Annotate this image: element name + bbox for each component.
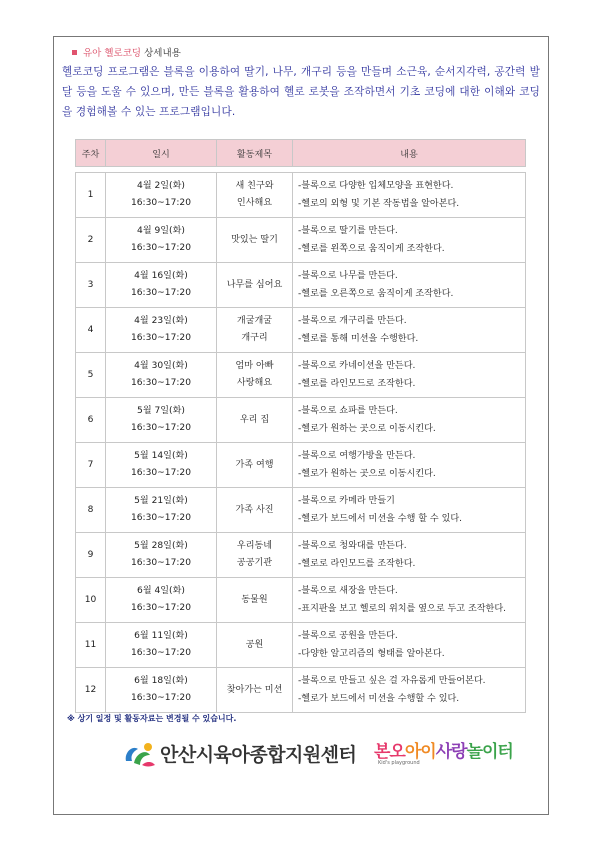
week-cell: 7 <box>76 443 106 488</box>
table-row <box>76 308 526 353</box>
table-row <box>76 668 526 713</box>
content-line1: -블록으로 쇼파를 만든다. <box>298 406 398 416</box>
content-cell <box>293 488 526 533</box>
activity-title-line1: 우리 집 <box>239 414 270 425</box>
content-line1: -블록으로 나무를 만든다. <box>298 271 398 281</box>
activity-title-line1: 가족 사진 <box>235 504 274 515</box>
time-text: 16:30~17:20 <box>130 468 192 478</box>
content-line1: -블록으로 카네이션을 만든다. <box>298 361 416 371</box>
date-text: 5월 21일(화) <box>134 496 188 506</box>
activity-title-line1: 개굴개굴 <box>236 316 273 326</box>
date-cell <box>106 263 217 308</box>
content-line1: -블록으로 카메라 만들기 <box>298 496 395 506</box>
content-line2: -표지판을 보고 헬로의 위치를 옆으로 두고 조작한다. <box>298 604 506 614</box>
schedule-table <box>75 139 526 713</box>
content-line2: -헬로로 라인모드를 조작한다. <box>298 559 416 569</box>
center-logo-icon <box>122 739 158 769</box>
date-text: 4월 23일(화) <box>134 316 188 326</box>
content-line1: -블록으로 새장을 만든다. <box>298 586 398 596</box>
activity-title-line1: 찾아가는 미션 <box>226 684 283 695</box>
date-cell <box>106 308 217 353</box>
content-cell <box>293 578 526 623</box>
date-text: 5월 28일(화) <box>134 541 188 551</box>
schedule-note: ※ 상기 일정 및 활동자료는 변경될 수 있습니다. <box>67 714 237 723</box>
week-cell: 1 <box>76 173 106 218</box>
activity-title-line1: 나무를 심어요 <box>226 279 283 290</box>
time-text: 16:30~17:20 <box>130 423 192 433</box>
table-row <box>76 398 526 443</box>
content-line2: -헬로를 통해 미션을 수행한다. <box>298 334 419 344</box>
content-cell <box>293 353 526 398</box>
content-line1: -블록으로 딸기를 만든다. <box>298 226 398 236</box>
week-cell: 11 <box>76 623 106 668</box>
activity-title-line1: 새 친구와 <box>235 181 274 191</box>
center-logo <box>122 735 513 775</box>
header-week: 주차 <box>76 140 106 167</box>
time-text: 16:30~17:20 <box>130 243 192 253</box>
activity-title-line1: 엄마 아빠 <box>235 361 274 371</box>
week-cell: 3 <box>76 263 106 308</box>
section-title-detail: 상세내용 <box>144 48 181 59</box>
week-cell: 10 <box>76 578 106 623</box>
table-body <box>76 173 526 713</box>
activity-cell <box>217 263 293 308</box>
content-line2: -헬로가 원하는 곳으로 이동시킨다. <box>298 469 436 479</box>
content-line2: -헬로를 왼쪽으로 움직이게 조작한다. <box>298 244 445 254</box>
date-text: 5월 14일(화) <box>134 451 188 461</box>
week-cell: 2 <box>76 218 106 263</box>
playground-name-d: 놀이터 <box>466 742 513 762</box>
table-row <box>76 623 526 668</box>
activity-cell <box>217 443 293 488</box>
date-cell <box>106 668 217 713</box>
program-intro: 헬로코딩 프로그램은 블록을 이용하여 딸기, 나무, 개구리 등을 만들며 소근육, 순서지각력, 공간력 발달 등을 도울 수 있으며, 만든 블록을 활용하여 헬로 로봇을 조작하면서 기초 코딩에 대한 이해와 코딩을 경험해볼 수 있는 프로그램입니다. <box>62 66 540 118</box>
content-line2: -헬로가 원하는 곳으로 이동시킨다. <box>298 424 436 434</box>
playground-name-c: 사랑 <box>435 742 467 762</box>
time-text: 16:30~17:20 <box>130 333 192 343</box>
section-title <box>72 45 181 59</box>
content-line2: -헬로가 보드에서 미션을 수행할 수 있다. <box>298 694 460 704</box>
content-line1: -블록으로 여행가방을 만든다. <box>298 451 416 461</box>
activity-title-line1: 공원 <box>245 639 264 650</box>
date-text: 4월 9일(화) <box>137 226 185 236</box>
center-name: 안산시육아종합지원센터 <box>160 744 357 766</box>
week-cell: 12 <box>76 668 106 713</box>
table-row <box>76 353 526 398</box>
date-text: 4월 16일(화) <box>134 271 188 281</box>
activity-cell <box>217 218 293 263</box>
content-cell <box>293 398 526 443</box>
content-cell <box>293 218 526 263</box>
table-row <box>76 578 526 623</box>
activity-title-line2: 인사해요 <box>236 198 273 208</box>
week-cell: 9 <box>76 533 106 578</box>
bullet-square-icon <box>72 50 77 55</box>
table-row <box>76 263 526 308</box>
date-cell <box>106 488 217 533</box>
activity-title-line1: 우리동네 <box>236 541 273 551</box>
header-activity: 활동제목 <box>217 140 293 167</box>
time-text: 16:30~17:20 <box>130 513 192 523</box>
playground-english: Kid's playground <box>378 760 420 766</box>
content-line1: -블록으로 공원을 만든다. <box>298 631 398 641</box>
activity-cell <box>217 623 293 668</box>
date-text: 5월 7일(화) <box>137 406 185 416</box>
date-cell <box>106 173 217 218</box>
time-text: 16:30~17:20 <box>130 378 192 388</box>
date-text: 4월 2일(화) <box>137 181 185 191</box>
activity-title-line2: 개구리 <box>241 333 268 343</box>
activity-cell <box>217 398 293 443</box>
week-cell: 5 <box>76 353 106 398</box>
table-row <box>76 488 526 533</box>
content-cell <box>293 173 526 218</box>
header-date: 일시 <box>106 140 217 167</box>
content-line2: -헬로를 오른쪽으로 움직이게 조작한다. <box>298 289 454 299</box>
activity-cell <box>217 488 293 533</box>
content-line2: -헬로의 외형 및 기본 작동법을 알아본다. <box>298 199 460 209</box>
time-text: 16:30~17:20 <box>130 558 192 568</box>
table-row <box>76 533 526 578</box>
content-cell <box>293 443 526 488</box>
week-cell: 8 <box>76 488 106 533</box>
content-cell <box>293 623 526 668</box>
content-cell <box>293 533 526 578</box>
header-content: 내용 <box>293 140 526 167</box>
content-cell <box>293 263 526 308</box>
content-line2: -다양한 알고리즘의 형태를 알아본다. <box>298 649 445 659</box>
section-title-program: 유아 헬로코딩 <box>83 48 142 59</box>
content-line1: -블록으로 개구리를 만든다. <box>298 316 407 326</box>
date-cell <box>106 443 217 488</box>
date-cell <box>106 398 217 443</box>
activity-title-line1: 동물원 <box>241 594 268 605</box>
time-text: 16:30~17:20 <box>130 288 192 298</box>
table-row <box>76 173 526 218</box>
week-cell: 6 <box>76 398 106 443</box>
activity-cell <box>217 668 293 713</box>
table-row <box>76 218 526 263</box>
date-cell <box>106 533 217 578</box>
activity-title-line2: 사랑해요 <box>236 378 273 388</box>
activity-title-line1: 가족 여행 <box>235 459 274 470</box>
table-header-row <box>76 140 526 167</box>
activity-cell <box>217 173 293 218</box>
activity-cell <box>217 533 293 578</box>
date-text: 6월 11일(화) <box>134 631 188 641</box>
table-row <box>76 443 526 488</box>
date-cell <box>106 353 217 398</box>
content-line1: -블록으로 청와대를 만든다. <box>298 541 407 551</box>
content-line2: -헬로가 보드에서 미션을 수행 할 수 있다. <box>298 514 463 524</box>
playground-name <box>374 737 513 762</box>
content-line2: -헬로를 라인모드로 조작한다. <box>298 379 416 389</box>
content-cell <box>293 668 526 713</box>
date-cell <box>106 578 217 623</box>
week-cell: 4 <box>76 308 106 353</box>
activity-title-line1: 맛있는 딸기 <box>231 234 278 245</box>
date-cell <box>106 623 217 668</box>
date-text: 6월 18일(화) <box>134 676 188 686</box>
time-text: 16:30~17:20 <box>130 603 192 613</box>
date-text: 6월 4일(화) <box>137 586 185 596</box>
time-text: 16:30~17:20 <box>130 198 192 208</box>
time-text: 16:30~17:20 <box>130 693 192 703</box>
time-text: 16:30~17:20 <box>130 648 192 658</box>
content-cell <box>293 308 526 353</box>
date-text: 4월 30일(화) <box>134 361 188 371</box>
date-cell <box>106 218 217 263</box>
playground-name-b: 아이 <box>404 742 436 762</box>
activity-cell <box>217 308 293 353</box>
playground-name-a: 본오 <box>374 742 405 762</box>
activity-cell <box>217 353 293 398</box>
activity-title-line2: 공공기관 <box>236 558 273 568</box>
content-line1: -블록으로 다양한 입체모양을 표현한다. <box>298 181 454 191</box>
activity-cell <box>217 578 293 623</box>
content-line1: -블록으로 만들고 싶은 걸 자유롭게 만들어본다. <box>298 676 486 686</box>
